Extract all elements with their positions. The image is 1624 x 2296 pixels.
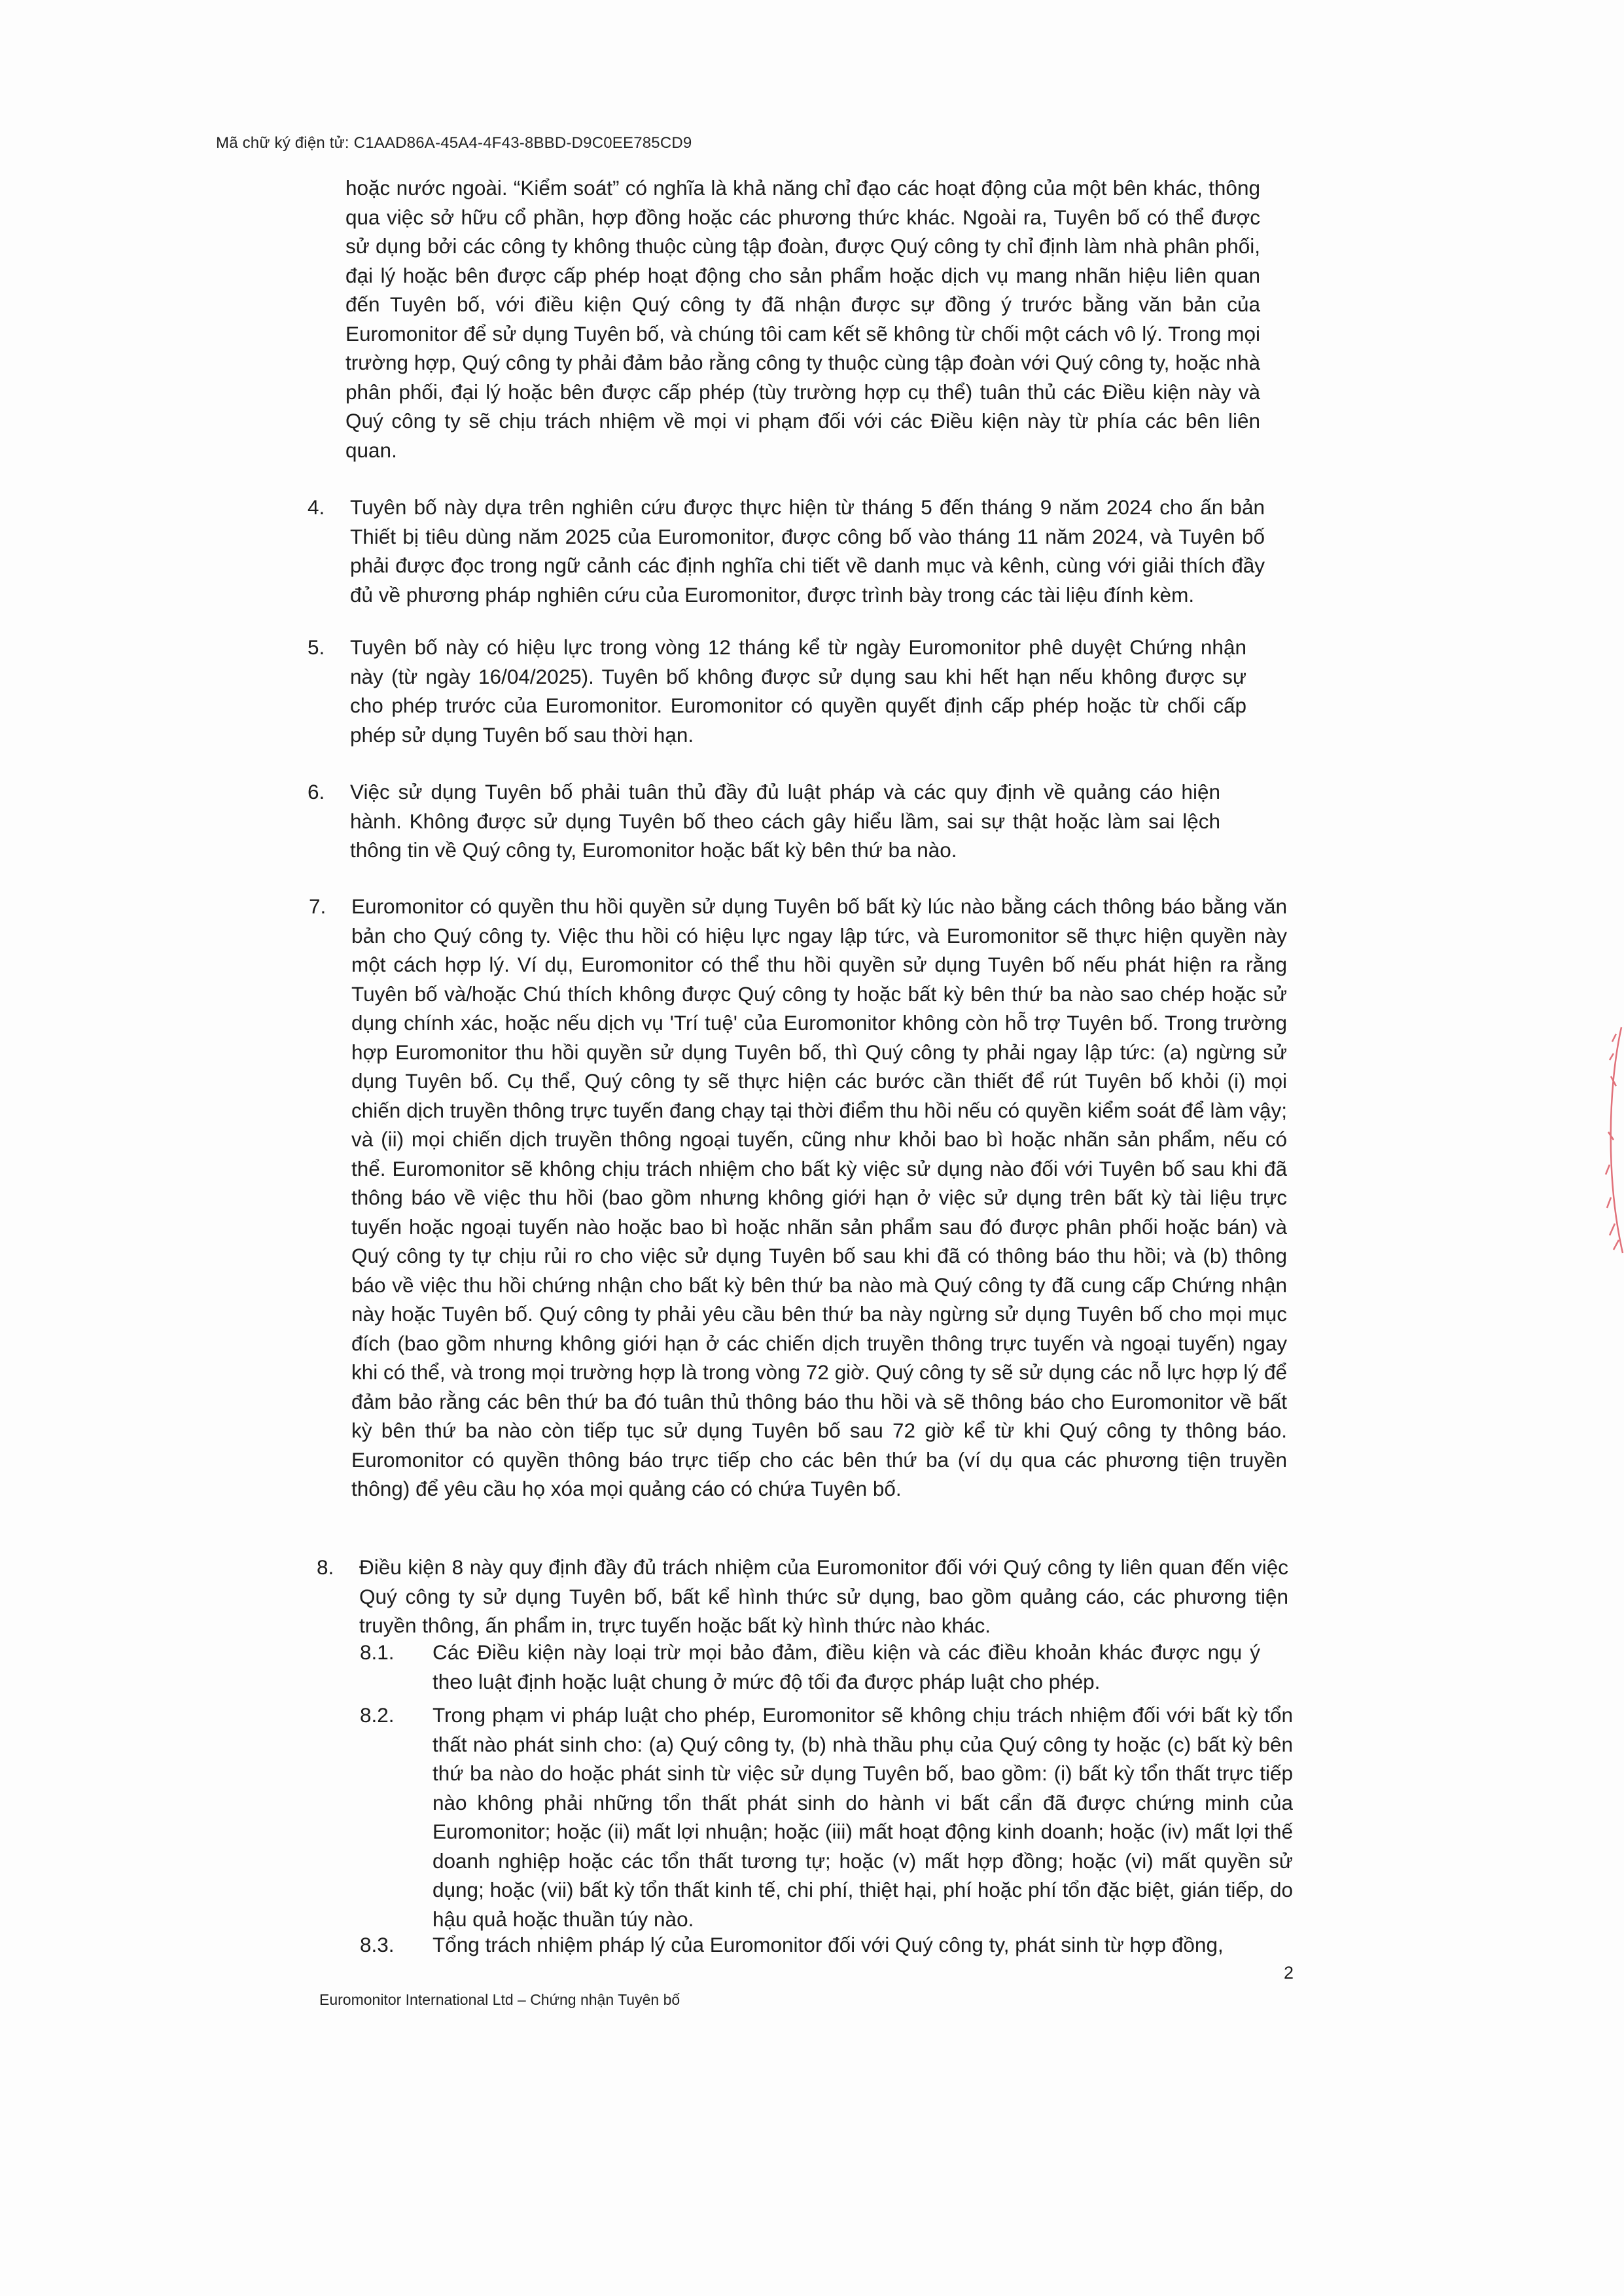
subclause-number: 8.2. <box>360 1703 395 1727</box>
electronic-signature-code: Mã chữ ký điện tử: C1AAD86A-45A4-4F43-8BBD-D9C0EE785CD9 <box>216 134 692 152</box>
clause-text: Euromonitor có quyền thu hồi quyền sử dụng Tuyên bố bất kỳ lúc nào bằng cách thông báo bằng văn bản cho Quý công ty. Việc thu hồi có hiệu lực ngay lập tức, và Euromonitor sẽ thực hiện quyền này một cách hợp lý. Ví dụ, Euromonitor có thể thu hồi quyền sử dụng Tuyên bố nếu phát hiện ra rằng Tuyên bố và/hoặc Chú thích không được Quý công ty hoặc bất kỳ bên thứ ba nào sao chép hoặc sử dụng chính xác, hoặc nếu dịch vụ 'Trí tuệ' của Euromonitor không còn hỗ trợ Tuyên bố. Trong trường hợp Euromonitor thu hồi quyền sử dụng Tuyên bố, thì Quý công ty phải ngay lập tức: (a) ngừng sử dụng Tuyên bố. Cụ thể, Quý công ty sẽ thực hiện các bước cần thiết để rút Tuyên bố khỏi (i) mọi chiến dịch truyền thông trực tuyến đang chạy tại thời điểm thu hồi nếu có quyền kiểm soát để làm vậy; và (ii) mọi chiến dịch truyền thông ngoại tuyến, cũng như khỏi bao bì hoặc nhãn sản phẩm, nếu có thể. Euromonitor sẽ không chịu trách nhiệm cho bất kỳ việc sử dụng nào đối với Tuyên bố sau khi đã thông báo về việc thu hồi (bao gồm nhưng không giới hạn ở việc sử dụng trên bất kỳ tài liệu trực tuyến hoặc ngoại tuyến nào hoặc bao bì hoặc nhãn sản phẩm sau đó được phân phối hoặc bán) và Quý công ty tự chịu rủi ro cho việc sử dụng Tuyên bố sau khi đã có thông báo thu hồi; và (b) thông báo về việc thu hồi chứng nhận cho bất kỳ bên thứ ba nào mà Quý công ty đã cung cấp Chứng nhận này hoặc Tuyên bố. Quý công ty phải yêu cầu bên thứ ba này ngừng sử dụng Tuyên bố cho mọi mục đích (bao gồm nhưng không giới hạn ở các chiến dịch truyền thông trực tuyến và ngoại tuyến) ngay khi có thể, và trong mọi trường hợp là trong vòng 72 giờ. Quý công ty sẽ sử dụng các nỗ lực hợp lý để đảm bảo rằng các bên thứ ba đó tuân thủ thông báo thu hồi và sẽ thông báo cho Euromonitor về bất kỳ bên thứ ba nào còn tiếp tục sử dụng Tuyên bố sau 72 giờ kể từ khi Quý công ty thông báo. Euromonitor có quyền thông báo trực tiếp cho các bên thứ ba (ví dụ qua các phương tiện truyền thông) để yêu cầu họ xóa mọi quảng cáo có chứa Tuyên bố. <box>351 894 1287 1500</box>
red-seal-fragment-icon <box>1597 1014 1624 1263</box>
clause-number: 5. <box>308 635 325 659</box>
clause-number: 7. <box>309 894 327 918</box>
subclause-text: Trong phạm vi pháp luật cho phép, Euromonitor sẽ không chịu trách nhiệm đối với bất kỳ tổn thất nào phát sinh cho: (a) Quý công ty, (b) nhà thầu phụ của Quý công ty hoặc (c) bất kỳ bên thứ ba nào do hoặc phát sinh từ việc sử dụng Tuyên bố, bao gồm: (i) bất kỳ tổn thất trực tiếp nào không phải những tổn thất phát sinh do hành vi bất cẩn đã được chứng minh của Euromonitor; hoặc (ii) mất lợi nhuận; hoặc (iii) mất hoạt động kinh doanh; hoặc (iv) mất lợi thế doanh nghiệp hoặc các tổn thất tương tự; hoặc (v) mất hợp đồng; hoặc (vi) mất quyền sử dụng; hoặc (vii) bất kỳ tổn thất kinh tế, chi phí, thiệt hại, phí hoặc phí tổn đặc biệt, gián tiếp, do hậu quả hoặc thuần túy nào. <box>432 1703 1293 1931</box>
clause-text: Điều kiện 8 này quy định đầy đủ trách nhiệm của Euromonitor đối với Quý công ty liên quan đến việc Quý công ty sử dụng Tuyên bố, bất kể hình thức sử dụng, bao gồm quảng cáo, các phương tiện truyền thông, ấn phẩm in, trực tuyến hoặc bất kỳ hình thức nào khác. <box>359 1555 1288 1637</box>
subclause-text: Các Điều kiện này loại trừ mọi bảo đảm, điều kiện và các điều khoản khác được ngụ ý theo luật định hoặc luật chung ở mức độ tối đa được pháp luật cho phép. <box>432 1640 1260 1693</box>
clause-number: 4. <box>308 495 325 519</box>
page-number: 2 <box>1284 1963 1294 1983</box>
clause-text: Tuyên bố này có hiệu lực trong vòng 12 tháng kể từ ngày Euromonitor phê duyệt Chứng nhận này (từ ngày 16/04/2025). Tuyên bố không được sử dụng sau khi hết hạn nếu không được sự cho phép trước của Euromonitor. Euromonitor có quyền quyết định cấp phép hoặc từ chối cấp phép sử dụng Tuyên bố sau thời hạn. <box>350 635 1246 747</box>
subclause-text: Tổng trách nhiệm pháp lý của Euromonitor đối với Quý công ty, phát sinh từ hợp đồng, <box>432 1933 1224 1956</box>
subclause-number: 8.3. <box>360 1933 395 1956</box>
page-footer: Euromonitor International Ltd – Chứng nhận Tuyên bố <box>319 1991 680 2008</box>
clause-text: Tuyên bố này dựa trên nghiên cứu được thực hiện từ tháng 5 đến tháng 9 năm 2024 cho ấn bản Thiết bị tiêu dùng năm 2025 của Euromonitor, được công bố vào tháng 11 năm 2024, và Tuyên bố phải được đọc trong ngữ cảnh các định nghĩa chi tiết về danh mục và kênh, cùng với giải thích đầy đủ về phương pháp nghiên cứu của Euromonitor, được trình bày trong các tài liệu đính kèm. <box>350 495 1265 607</box>
clause-number: 6. <box>308 780 325 804</box>
clause-number: 8. <box>317 1555 334 1579</box>
intro-paragraph: hoặc nước ngoài. “Kiểm soát” có nghĩa là khả năng chỉ đạo các hoạt động của một bên khác, thông qua việc sở hữu cổ phần, hợp đồng hoặc các phương thức khác. Ngoài ra, Tuyên bố có thể được sử dụng bởi các công ty không thuộc cùng tập đoàn, được Quý công ty chỉ định làm nhà phân phối, đại lý hoặc bên được cấp phép hoạt động cho sản phẩm hoặc dịch vụ mang nhãn hiệu liên quan đến Tuyên bố, với điều kiện Quý công ty đã nhận được sự đồng ý trước bằng văn bản của Euromonitor để sử dụng Tuyên bố, và chúng tôi cam kết sẽ không từ chối một cách vô lý. Trong mọi trường hợp, Quý công ty phải đảm bảo rằng công ty thuộc cùng tập đoàn với Quý công ty, hoặc nhà phân phối, đại lý hoặc bên được cấp phép (tùy trường hợp cụ thể) tuân thủ các Điều kiện này và Quý công ty sẽ chịu trách nhiệm về mọi vi phạm đối với các Điều kiện này từ phía các bên liên quan. <box>345 176 1260 462</box>
clause-text: Việc sử dụng Tuyên bố phải tuân thủ đầy đủ luật pháp và các quy định về quảng cáo hiện hành. Không được sử dụng Tuyên bố theo cách gây hiểu lầm, sai sự thật hoặc làm sai lệch thông tin về Quý công ty, Euromonitor hoặc bất kỳ bên thứ ba nào. <box>350 780 1220 862</box>
subclause-number: 8.1. <box>360 1640 395 1664</box>
